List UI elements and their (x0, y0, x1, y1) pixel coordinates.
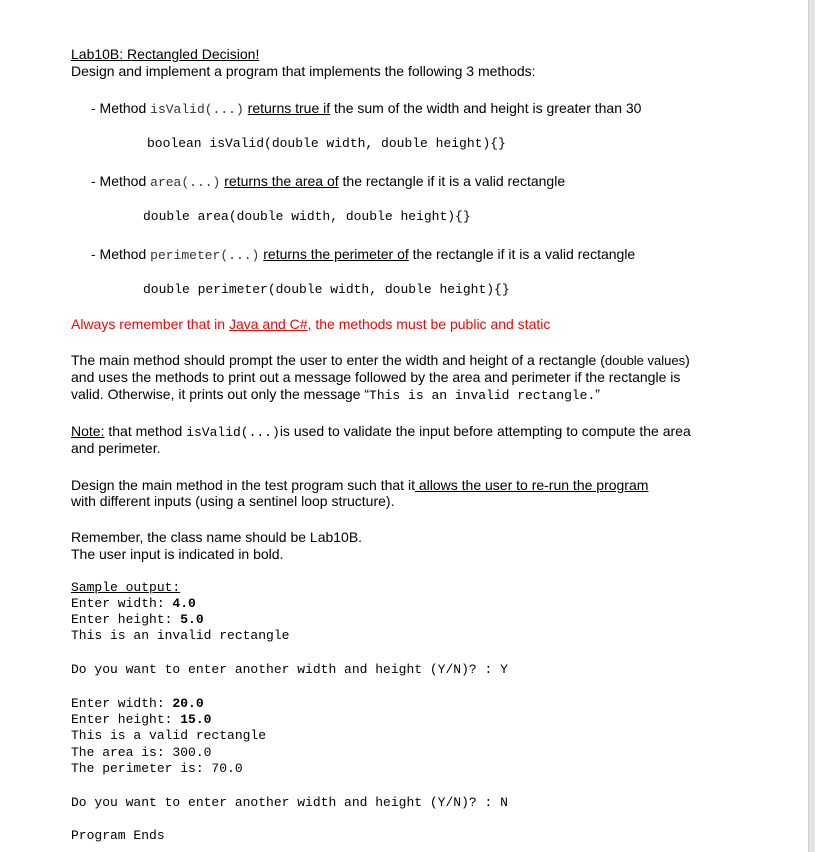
main-desc-line2: and uses the methods to print out a message followed by the area and perimeter if the rectangle is (71, 369, 681, 385)
main-desc-line3: valid. Otherwise, it prints out only the message “This is an invalid rectangle.” (71, 386, 600, 403)
intro-text: Design and implement a program that implements the following 3 methods: (71, 63, 536, 79)
note-line2: and perimeter. (71, 440, 161, 456)
method-area-desc: - Method area(...) returns the area of the rectangle if it is a valid rectangle (91, 173, 566, 190)
note-isvalid-code: isValid(...) (186, 425, 280, 440)
note-line1: Note: that method isValid(...)is used to validate the input before attempting to compute the area (71, 423, 691, 440)
sample-run1-line: Enter width: 4.0 (71, 596, 196, 611)
rerun-link: allows the user to re-run the program (414, 477, 649, 493)
remember-class-name: Remember, the class name should be Lab10B. (71, 529, 363, 545)
sample-run2-line: The area is: 300.0 (71, 745, 212, 760)
method-isvalid-link: returns true if (247, 100, 331, 116)
sample-run1-line: This is an invalid rectangle (71, 628, 290, 643)
method-area-link: returns the area of (224, 173, 339, 189)
java-csharp-link: Java and C#, (228, 316, 312, 332)
sample-question1: Do you want to enter another width and height (Y/N)? : Y (71, 662, 508, 677)
invalid-message-code: This is an invalid rectangle. (369, 388, 596, 403)
scrollbar-track[interactable] (808, 0, 815, 852)
method-area-name: area(...) (150, 175, 221, 190)
method-area-signature: double area(double width, double height){} (143, 209, 471, 224)
design-line1: Design the main method in the test program such that it allows the user to re-run the program (71, 477, 649, 493)
method-perimeter-link: returns the perimeter of (263, 246, 409, 262)
user-input: 5.0 (180, 612, 204, 627)
method-isvalid-name: isValid(...) (150, 102, 244, 117)
sample-output-heading: Sample output: (71, 580, 181, 595)
method-isvalid-desc: - Method isValid(...) returns true if the sum of the width and height is greater than 30 (91, 100, 642, 117)
user-input: 15.0 (180, 712, 212, 727)
sample-run2-line: The perimeter is: 70.0 (71, 761, 243, 776)
sample-question2: Do you want to enter another width and height (Y/N)? : N (71, 795, 508, 810)
remember-bold-input: The user input is indicated in bold. (71, 546, 284, 562)
method-isvalid-signature: boolean isValid(double width, double height){} (147, 136, 506, 151)
public-static-reminder: Always remember that in Java and C#, the methods must be public and static (71, 316, 551, 332)
sample-run1-line: Enter height: 5.0 (71, 612, 204, 627)
user-input: 20.0 (172, 696, 204, 711)
design-line2: with different inputs (using a sentinel loop structure). (71, 493, 395, 509)
note-label: Note: (71, 423, 105, 439)
method-perimeter-signature: double perimeter(double width, double height){} (143, 282, 510, 297)
method-perimeter-desc: - Method perimeter(...) returns the perimeter of the rectangle if it is a valid rectangle (91, 246, 636, 263)
method-perimeter-name: perimeter(...) (150, 248, 260, 263)
sample-program-ends: Program Ends (71, 828, 165, 843)
main-desc-line1: The main method should prompt the user to enter the width and height of a rectangle (double values) (71, 352, 690, 368)
sample-run2-line: This is a valid rectangle (71, 728, 267, 743)
sample-run2-line: Enter width: 20.0 (71, 696, 204, 711)
lab-title: Lab10B: Rectangled Decision! (71, 46, 260, 62)
sample-run2-line: Enter height: 15.0 (71, 712, 212, 727)
user-input: 4.0 (172, 596, 196, 611)
